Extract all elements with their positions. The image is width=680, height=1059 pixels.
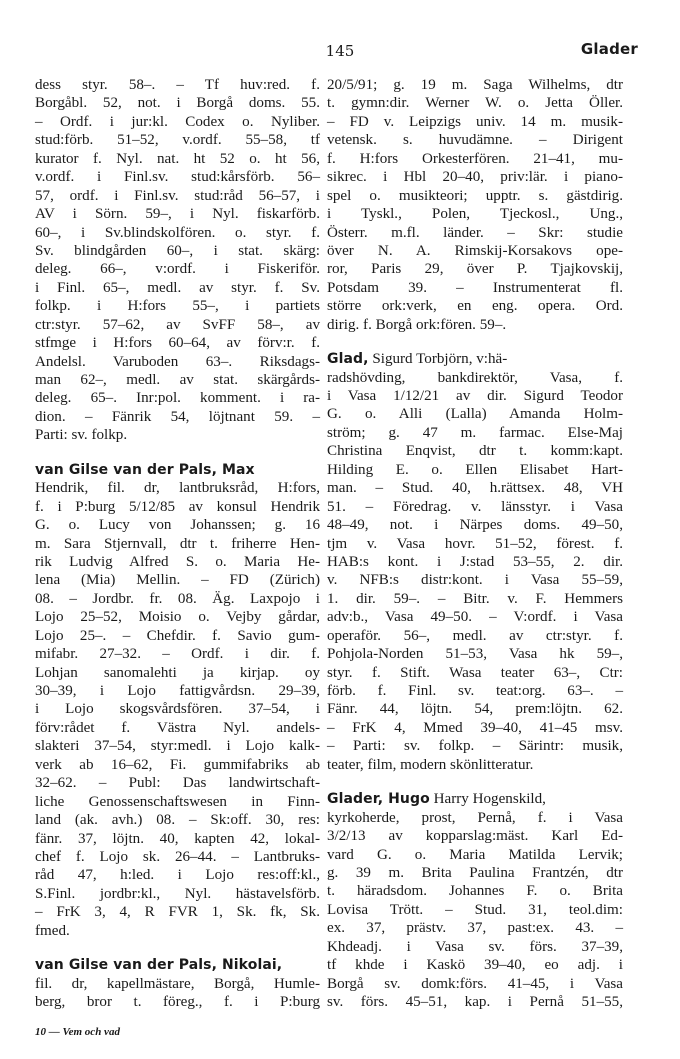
text-line: berg, bror t. föreg., f. i P:burg <box>35 994 320 1010</box>
page-number: 145 <box>325 42 355 60</box>
text-line: fänr. 37, löjtn. 40, kapten 42, lokal- <box>35 830 320 847</box>
text-line: större ork:verk, en eng. opera. Ord. <box>327 298 623 315</box>
text-line: dess styr. 58–. – Tf huv:red. f. <box>35 77 320 93</box>
text-line: chef f. Lojo sk. 26–44. – Lantbruks- <box>35 848 320 865</box>
entry-name: van Gilse van der Pals, Nikolai, <box>35 957 283 974</box>
text-line: Hendrik, fil. dr, lantbruksråd, H:fors, <box>35 480 320 497</box>
text-line: Lojo 25–. – Chefdir. f. Savio gum- <box>35 627 320 644</box>
text-line: 60–, i Sv.blindskolfören. o. styr. f. <box>35 224 320 241</box>
text-line: Lojo 25–52, Moisio o. Vejby gårdar, <box>35 609 320 626</box>
text-line: AV i Sörn. 59–, i Nyl. fiskarförb. <box>35 206 320 223</box>
text-line: v.ordf. i Finl.sv. stud:kårsförb. 56– <box>35 169 320 186</box>
entry-gap <box>35 940 320 956</box>
text-line: Fänr. 44, löjtn. 54, prem:löjtn. 62. <box>327 701 623 718</box>
text-line: land (ak. avh.) 08. – Sk:off. 30, res: <box>35 812 320 829</box>
text-line: man. – Stud. 40, h.rättsex. 48, VH <box>327 480 623 497</box>
text-line: Potsdam 39. – Instrumenterat fl. <box>327 279 623 296</box>
text-line: ctr:styr. 57–62, av SvFF 58–, av <box>35 316 320 333</box>
text-line: Österr. m.fl. länder. – Skr: studie <box>327 224 623 241</box>
entry-heading-line <box>327 350 623 368</box>
text-line: 08. – Jordbr. fr. 08. Äg. Laxpojo i <box>35 590 320 607</box>
text-line: G. o. Lucy von Johanssen; g. 16 <box>35 517 320 534</box>
entry-heading-line <box>35 956 320 974</box>
text-line: man 62–, medl. av stat. skärgårds- <box>35 372 320 388</box>
text-line: styr. f. Stift. Wasa teater 63–, Ctr: <box>327 664 623 681</box>
entry-gap <box>327 334 623 350</box>
text-line: 32–62. – Publ: Das landwirtschaft- <box>35 775 320 792</box>
text-line: Hilding E. o. Ellen Elisabet Hart- <box>327 461 623 478</box>
text-line: verk ab 16–62, Fi. gummifabriks ab <box>35 756 320 773</box>
text-line: Lovisa Trött. – Stud. 31, teol.dim: <box>327 901 623 918</box>
text-line: f. H:fors Orkesterfören. 21–41, mu- <box>327 150 623 167</box>
entry-gap <box>35 445 320 461</box>
text-line: sv. förs. 45–51, kap. i Pernå 51–55, <box>327 994 623 1010</box>
text-line: spel o. musikteori; upptr. s. gästdirig. <box>327 187 623 204</box>
text-line: adv:b., Vasa 49–50. – V:ordf. i Vasa <box>327 609 623 626</box>
text-line: Sv. blindgården 60–, i stat. skärg: <box>35 242 320 259</box>
text-line: mifabr. 27–32. – Ordf. i dir. f. <box>35 646 320 663</box>
text-line: vetensk. s. huvudämne. – Dirigent <box>327 132 623 149</box>
left-column <box>35 76 320 1011</box>
text-line: Khdeadj. i Vasa sv. förs. 37–39, <box>327 938 623 955</box>
right-column <box>327 76 623 1011</box>
entry-name: Glad, <box>327 351 369 368</box>
text-line: fil. dr, kapellmästare, Borgå, Humle- <box>35 975 320 992</box>
text-line: tjm v. Vasa hovr. 51–52, förest. f. <box>327 535 623 552</box>
text-line: – Parti: sv. folkp. – Särintr: musik, <box>327 738 623 755</box>
entry-name: van Gilse van der Pals, Max <box>35 461 255 478</box>
text-line: i Tyskl., Polen, Tjeckosl., Ung., <box>327 206 623 223</box>
entry-gap <box>327 774 623 790</box>
text-line: 30–39, i Lojo fattigvårdsn. 29–39, <box>35 683 320 699</box>
text-line: stud:förb. 51–52, v.ordf. 55–58, tf <box>35 132 320 149</box>
text-line: – FrK 4, Mmed 39–40, 41–45 msv. <box>327 719 623 736</box>
text-line: kurator f. Nyl. nat. ht 52 o. ht 56, <box>35 150 320 167</box>
text-line: Lohjan sanomalehti ja kirjap. oy <box>35 664 320 681</box>
text-line: dion. – Fänrik 54, löjtnant 59. – <box>35 408 320 425</box>
text-line: lena (Mia) Mellin. – FD (Zürich) <box>35 572 320 589</box>
text-line: ex. 37, prästv. 37, past:ex. 43. – <box>327 920 623 937</box>
text-line: Borgåbl. 52, not. i Borgå doms. 55. <box>35 95 320 112</box>
text-line: f. i P:burg 5/12/85 av konsul Hendrik <box>35 498 320 515</box>
text-line: HAB:s kont. i J:stad 53–55, 2. dir. <box>327 553 623 570</box>
text-line: liche Genossenschaftswesen in Finn- <box>35 793 320 810</box>
running-head: Glader <box>580 40 638 58</box>
text-line: deleg. 66–, v:ordf. i Fiskeriför. <box>35 261 320 278</box>
text-line: Pohjola-Norden 51–53, Vasa hk 59–, <box>327 646 623 663</box>
text-line: 20/5/91; g. 19 m. Saga Wilhelms, dtr <box>327 77 623 93</box>
text-line: tf khde i Kaskö 39–40, eo adj. i <box>327 957 623 974</box>
text-line: v. NFB:s distr:kont. i Vasa 55–59, <box>327 572 623 589</box>
text-line: – FrK 3, 4, R FVR 1, Sk. fk, Sk. <box>35 904 320 921</box>
entry-text: Sigurd Torbjörn, v:hä- <box>368 351 508 368</box>
entry-name: Glader, Hugo <box>327 791 430 808</box>
text-line: operaför. 56–, medl. av ctr:styr. f. <box>327 627 623 644</box>
text-line: ström; g. 47 m. farmac. Else-Maj <box>327 424 623 441</box>
text-line: radshövding, bankdirektör, Vasa, f. <box>327 369 623 386</box>
text-line: Christina Enqvist, dtr t. komm:kapt. <box>327 443 623 460</box>
text-line: kyrkoherde, prost, Pernå, f. i Vasa <box>327 809 623 826</box>
text-line: 48–49, not. i Närpes doms. 49–50, <box>327 517 623 534</box>
text-line: deleg. 65–. Inr:pol. komment. i ra- <box>35 390 320 407</box>
text-line: slakteri 37–54, styr:medl. i Lojo kalk- <box>35 738 320 755</box>
text-line: dirig. f. Borgå ork:fören. 59–. <box>327 316 507 333</box>
text-line: S.Finl. jordbr:kl., Nyl. hästavelsförb. <box>35 885 320 902</box>
text-line: 3/2/13 av kopparslag:mäst. Karl Ed- <box>327 828 623 845</box>
page-footer: 10 — Vem och vad <box>35 1026 120 1038</box>
text-line: 1. dir. 59–. – Bitr. v. F. Hemmers <box>327 590 623 607</box>
text-line: i Vasa 1/12/21 av dir. Sigurd Teodor <box>327 388 623 404</box>
text-line: m. Sara Stjernvall, dtr t. friherre Hen- <box>35 535 320 552</box>
text-line: Parti: sv. folkp. <box>35 427 128 444</box>
text-line: fmed. <box>35 922 70 939</box>
text-line: i Lojo skogsvårdsfören. 37–54, i <box>35 701 320 718</box>
text-line: Andelsl. Varuboden 63–. Riksdags- <box>35 353 320 370</box>
text-line: i Finl. 65–, medl. av styr. f. Sv. <box>35 279 320 296</box>
text-line: – Ordf. i jur:kl. Codex o. Nyliber. <box>35 113 320 130</box>
text-line: ror, Paris 29, över P. Tjajkovskij, <box>327 261 623 278</box>
text-line: vard G. o. Maria Matilda Lervik; <box>327 846 623 863</box>
text-line: rik Ludvig Alfred S. o. Maria He- <box>35 553 320 570</box>
text-line: – FD v. Leipzigs univ. 14 m. musik- <box>327 113 623 130</box>
text-line: förb. f. Finl. sv. teat:org. 63–. – <box>327 683 623 699</box>
text-line: över N. A. Rimskij-Korsakovs ope- <box>327 242 623 259</box>
text-line: teater, film, modern skönlitteratur. <box>327 756 534 773</box>
text-line: t. gymn:dir. Werner W. o. Jetta Öller. <box>327 95 623 112</box>
text-line: G. o. Alli (Lalla) Amanda Holm- <box>327 406 623 423</box>
text-line: råd 47, h:led. i Lojo res:off:kl., <box>35 867 320 884</box>
text-line: förv:rådet f. Västra Nyl. andels- <box>35 719 320 736</box>
text-line: sikrec. i Hbl 20–40, priv:lär. i piano- <box>327 169 623 186</box>
text-line: 57, ordf. i Finl.sv. stud:råd 56–57, i <box>35 187 320 204</box>
entry-heading-line <box>35 461 320 479</box>
text-line: g. 39 m. Brita Paulina Frantzén, dtr <box>327 864 623 881</box>
text-line: t. häradsdom. Johannes F. o. Brita <box>327 883 623 900</box>
text-line: 51. – Föredrag. v. länsstyr. i Vasa <box>327 498 623 515</box>
entry-text: Harry Hogenskild, <box>429 791 546 808</box>
text-line: Borgå sv. domk:förs. 41–45, i Vasa <box>327 975 623 992</box>
text-line: stfmge i H:fors 60–64, av förv:r. f. <box>35 335 320 352</box>
entry-heading-line <box>327 790 623 808</box>
text-line: folkp. i H:fors 55–, i partiets <box>35 298 320 315</box>
